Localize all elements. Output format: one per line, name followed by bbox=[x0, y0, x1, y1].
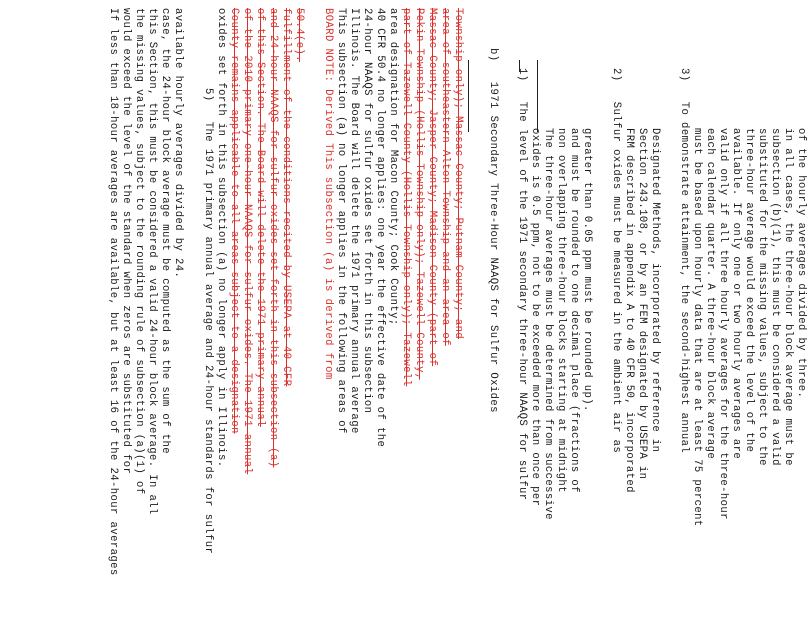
text-line: oxides set forth in this subsection (a) no longer apply in Illinois. bbox=[215, 8, 227, 468]
text-line: subsection (b)(1), this must be considered a valid bbox=[769, 128, 781, 466]
text-line: FRM described in appendix A to 40 CFR 50, incorporated bbox=[623, 128, 635, 493]
text-line: The three-hour averages must be determined from successive bbox=[542, 128, 554, 520]
text-line: This subsection (a) no longer applies in the following areas of bbox=[335, 8, 347, 434]
horizontal-rule bbox=[537, 60, 538, 132]
deleted-text-line: of the 2010 primary one-hour NAAQS for sulfur oxides. The 1971 annual bbox=[241, 8, 253, 475]
deleted-text-line: and 24-hour NAAQS for sulfur oxides set forth in this subsection (a) bbox=[267, 8, 279, 468]
text-line: in all cases, the three-hour block average must be bbox=[782, 128, 794, 466]
text-line: and must be rounded to one decimal place (fractions of bbox=[568, 128, 580, 493]
text-line: case, the 24-hour block average must be computed as the sum of the bbox=[159, 8, 171, 454]
text-line: the missing values, subject to the rounding rule of subsection (a)(1) of bbox=[133, 8, 145, 495]
board-note-line: BOARD NOTE: Derived This subsection (a) is derived from bbox=[322, 8, 334, 380]
deleted-text-line: Massac County; Jasper County; Madison County (part of bbox=[426, 8, 438, 367]
deleted-text-line: area of southeastern Alton Township and an area of bbox=[439, 8, 451, 346]
deleted-text-line: part of Tazewell County (Hollis Township only); Tazewell bbox=[400, 8, 412, 387]
deleted-text-line: fulfillment of the conditions recited by USEPA at 40 CFR bbox=[280, 8, 292, 387]
text-line: Designated Methods, incorporated by reference in bbox=[649, 128, 661, 453]
text-line: available hourly averages divided by 24. bbox=[172, 8, 184, 279]
text-line: oxides is 0.5 ppm, not to be exceeded more than once per bbox=[529, 128, 541, 507]
text-line: area designation for Macon County; Cook County; bbox=[387, 8, 399, 326]
text-line: 24-hour NAAQS for sulfur oxides set forth in this subsection bbox=[361, 8, 373, 414]
section-heading: b) 1971 Secondary Three-Hour NAAQS for Sulfur Oxides bbox=[487, 48, 499, 413]
text-line: 40 CFR 50.4 no longer applies: one year the effective date of the bbox=[374, 8, 386, 448]
text-line: If less than 18-hour averages are available, but at least 16 of the 24-hour averages bbox=[107, 8, 119, 576]
text-line: available. If only one or two hourly averages are bbox=[730, 128, 742, 460]
text-line: non overlapping three-hour blocks starting at midnight bbox=[555, 128, 567, 493]
text-line: would exceed the level of the standard when zeros are substituted for bbox=[120, 8, 132, 475]
deleted-text-line: County remains applicable to all areas subject to a designation bbox=[228, 8, 240, 434]
text-line: must be based upon hourly data that are at least 75 percent bbox=[691, 128, 703, 527]
deleted-text-line: Township only); Massac County; Putnam County; and bbox=[452, 8, 464, 340]
text-line: substituted for the missing values, subject to the bbox=[756, 128, 768, 466]
text-line: Illinois. The Board will delete the 1971 primary annual average bbox=[348, 8, 360, 434]
text-line: this Section, this must be considered a valid 24-hour block average. In all bbox=[146, 8, 158, 515]
horizontal-rule bbox=[468, 60, 469, 132]
text-line: 2) Sulfur oxides must be measured in the ambient air as bbox=[610, 68, 622, 454]
text-line: each calendar quarter. A three-hour block average bbox=[704, 128, 716, 460]
deleted-text-line: Pekin Township (Hollis Township only); Tazewell County, bbox=[413, 8, 425, 380]
text-line: greater than 0.05 ppm must be rounded up). bbox=[581, 128, 593, 412]
text-line: Section 243.108, or by an FEM designated by USEPA in bbox=[636, 128, 648, 480]
deleted-text-line: 50.4(e). bbox=[293, 8, 305, 63]
text-line: 3) To demonstrate attainment, the second-highest annual bbox=[678, 68, 690, 454]
text-line: 1) The level of the 1971 secondary three-hour NAAQS for sulfur bbox=[516, 68, 528, 501]
text-line: valid only if all three hourly averages for the three-hour bbox=[717, 128, 729, 520]
deleted-text-line: of this Section. The Board will delete the 1971 primary annual bbox=[254, 8, 266, 427]
text-line: 5) The 1971 primary annual average and 24-hour standards for sulfur bbox=[202, 88, 214, 555]
text-line: of the hourly averages divided by three. bbox=[795, 128, 807, 399]
text-line: three-hour average would exceed the level of the bbox=[743, 128, 755, 453]
